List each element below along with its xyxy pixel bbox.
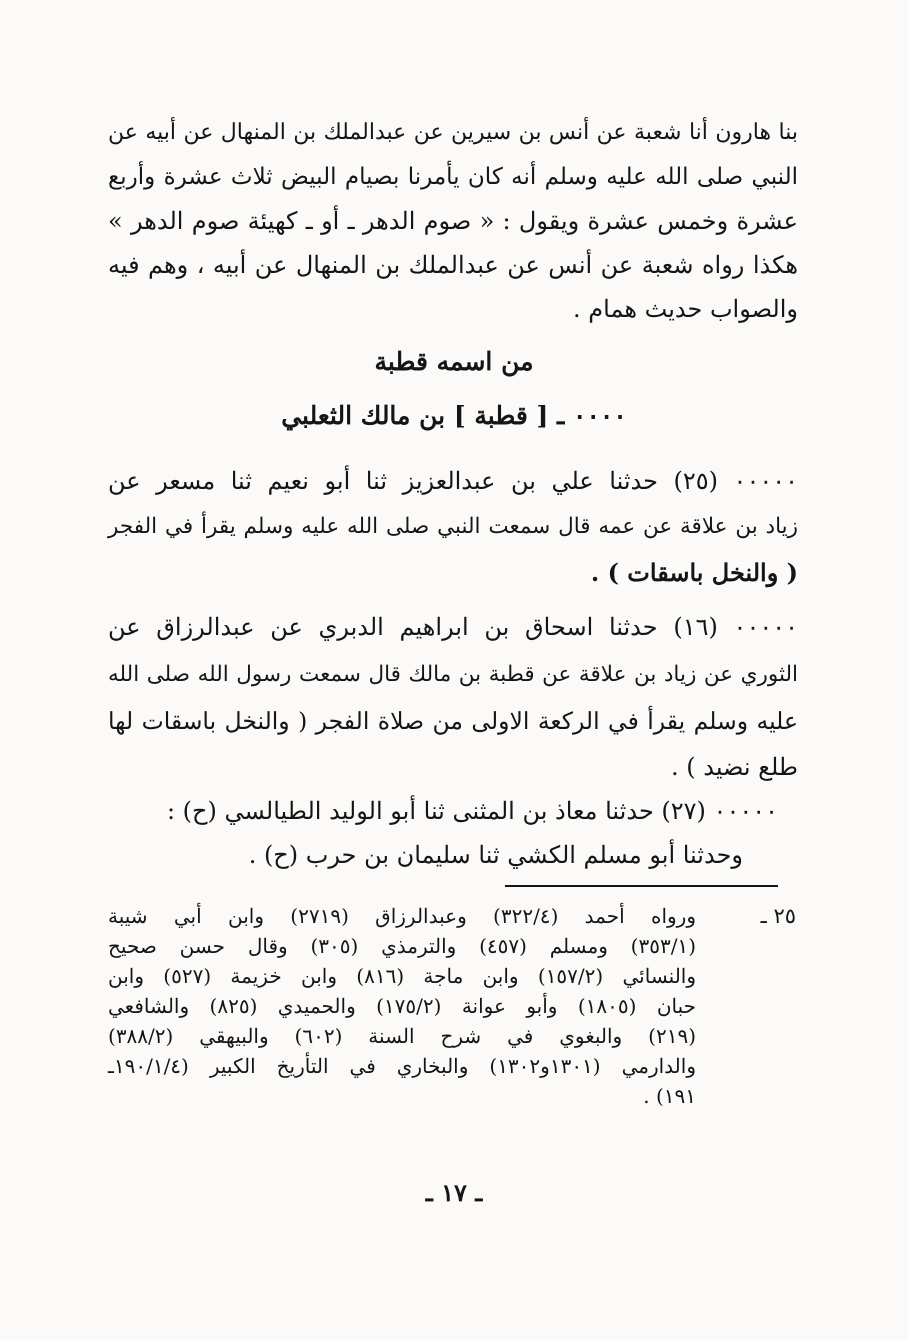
entry-subheading: ٠٠٠٠ ـ [ قطبة ] بن مالك الثعلبي: [281, 401, 627, 430]
page-number: ـ ١٧ ـ: [425, 1178, 483, 1207]
footnote-line-6: والدارمي (١٣٠١و١٣٠٢) والبخاري في التأريخ الكبير (١٩٠/١/٤ـ: [108, 1054, 696, 1078]
footnote-line-1: ورواه أحمد (٣٢٢/٤) وعبدالرزاق (٢٧١٩) وابن أبي شيبة: [108, 904, 696, 928]
footnote-line-2: (٣٥٣/١) ومسلم (٤٥٧) والترمذي (٣٠٥) وقال حسن صحيح: [108, 934, 696, 958]
paragraph1-line-3: عشرة وخمس عشرة ويقول : « صوم الدهر ـ أو ـ كهيئة صوم الدهر »: [108, 207, 798, 235]
footnote-divider: [505, 885, 778, 887]
hadith26-line-3: عليه وسلم يقرأ في الركعة الاولى من صلاة الفجر ( والنخل باسقات لها: [108, 707, 798, 735]
footnote-number: ٢٥ ـ: [760, 904, 796, 928]
footnote-line-5: (٢١٩) والبغوي في شرح السنة (٦٠٢) والبيهقي (٣٨٨/٢): [108, 1024, 696, 1048]
footnote-line-3: والنسائي (١٥٧/٢) وابن ماجة (٨١٦) وابن خزيمة (٥٢٧) وابن: [108, 964, 697, 988]
footnote-line-4: حبان (١٨٠٥) وأبو عوانة (١٧٥/٢) والحميدي (٨٢٥) والشافعي: [108, 994, 696, 1018]
paragraph1-line-4: هكذا رواه شعبة عن أنس عن عبدالملك بن المنهال عن أبيه ، وهم فيه: [108, 251, 798, 279]
hadith25-line-1: ٠٠٠٠٠ (٢٥) حدثنا علي بن عبدالعزيز ثنا أبو نعيم ثنا مسعر عن: [108, 467, 798, 495]
hadith27-line-1: ٠٠٠٠٠ (٢٧) حدثنا معاذ بن المثنى ثنا أبو الوليد الطيالسي (ح) :: [166, 797, 778, 825]
paragraph1-line-2: النبي صلى الله عليه وسلم أنه كان يأمرنا بصيام البيض ثلاث عشرة وأربع: [108, 164, 798, 190]
paragraph1-line-5: والصواب حديث همام .: [573, 295, 798, 323]
hadith25-line-2: زياد بن علاقة عن عمه قال سمعت النبي صلى الله عليه وسلم يقرأ في الفجر: [108, 514, 798, 539]
section-heading: من اسمه قطبة: [374, 347, 534, 376]
hadith26-line-2: الثوري عن زياد بن علاقة عن قطبة بن مالك قال سمعت رسول الله صلى الله: [108, 662, 798, 687]
hadith25-line-3: ( والنخل باسقات ) .: [590, 558, 798, 587]
footnote-line-7: ١٩١) .: [643, 1084, 696, 1108]
paragraph1-line-1: بنا هارون أنا شعبة عن أنس بن سيرين عن عبدالملك بن المنهال عن أبيه عن: [108, 120, 798, 145]
hadith26-line-1: ٠٠٠٠٠ (١٦) حدثنا اسحاق بن ابراهيم الدبري عن عبدالرزاق عن: [108, 613, 798, 641]
hadith26-line-4: طلع نضيد ) .: [670, 753, 798, 781]
hadith27-line-2: وحدثنا أبو مسلم الكشي ثنا سليمان بن حرب (ح) .: [248, 841, 743, 869]
